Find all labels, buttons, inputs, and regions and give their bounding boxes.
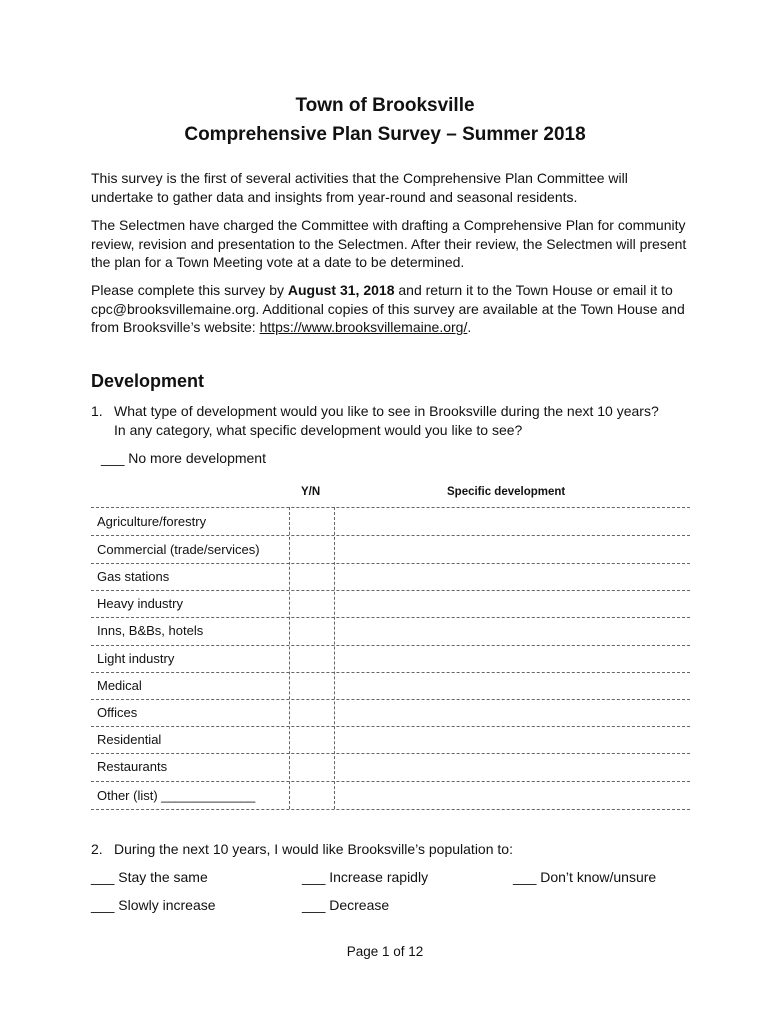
p3-period: . bbox=[467, 319, 472, 335]
specific-development-cell[interactable] bbox=[335, 673, 690, 699]
specific-development-cell[interactable] bbox=[335, 508, 690, 534]
table-row-label: Light industry bbox=[97, 651, 175, 666]
yn-cell[interactable] bbox=[290, 564, 334, 590]
question-2-text: During the next 10 years, I would like Brooksville’s population to: bbox=[114, 841, 513, 857]
website-link[interactable]: https://www.brooksvillemaine.org/ bbox=[259, 319, 468, 335]
option-increase-rapidly[interactable]: ___ Increase rapidly bbox=[302, 869, 429, 885]
yn-cell[interactable] bbox=[290, 536, 334, 562]
yn-cell[interactable] bbox=[290, 508, 334, 534]
table-row-label: Agriculture/forestry bbox=[97, 514, 207, 529]
specific-development-cell[interactable] bbox=[335, 700, 690, 726]
specific-development-cell[interactable] bbox=[335, 727, 690, 753]
yn-cell[interactable] bbox=[290, 646, 334, 672]
table-row-label: Heavy industry bbox=[97, 596, 183, 611]
section-heading-development: Development bbox=[91, 371, 205, 391]
table-row-label: Commercial (trade/services) bbox=[97, 542, 260, 557]
intro-paragraph-1: This survey is the first of several activities that the Comprehensive Plan Committee will undertake to gather data and insights from year-round and seasonal residents. bbox=[91, 170, 628, 205]
option-dont-know[interactable]: ___ Don’t know/unsure bbox=[513, 869, 657, 885]
yn-cell[interactable] bbox=[290, 700, 334, 726]
yn-cell[interactable] bbox=[290, 673, 334, 699]
yn-cell[interactable] bbox=[290, 782, 334, 808]
deadline-date: August 31, 2018 bbox=[287, 282, 395, 298]
intro-paragraph-2: The Selectmen have charged the Committee with drafting a Comprehensive Plan for community review, revision and presentation to the Selectmen. After their review, the Selectmen will present the plan for a Town Meeting vote at a date to be determined. bbox=[91, 217, 687, 270]
document-subtitle: Comprehensive Plan Survey – Summer 2018 bbox=[184, 124, 586, 145]
specific-development-cell[interactable] bbox=[335, 591, 690, 617]
question-1-text: What type of development would you like to see in Brooksville during the next 10 years? In any category, what specific development would you like to see? bbox=[114, 403, 659, 438]
table-row-label: Restaurants bbox=[97, 759, 168, 774]
table-row-label: Inns, B&Bs, hotels bbox=[97, 623, 204, 638]
question-2 bbox=[91, 840, 691, 860]
question-2-number: 2. bbox=[91, 841, 103, 857]
specific-development-cell[interactable] bbox=[335, 646, 690, 672]
yn-cell[interactable] bbox=[290, 618, 334, 644]
table-row-label: Offices bbox=[97, 705, 138, 720]
page-number: Page 1 of 12 bbox=[346, 944, 424, 959]
question-1 bbox=[91, 402, 691, 442]
table-row-label: Residential bbox=[97, 732, 162, 747]
yn-cell[interactable] bbox=[290, 591, 334, 617]
question-1-number: 1. bbox=[91, 403, 103, 419]
table-row-label: Other (list) _____________ bbox=[97, 788, 256, 803]
option-stay-the-same[interactable]: ___ Stay the same bbox=[91, 869, 208, 885]
option-slowly-increase[interactable]: ___ Slowly increase bbox=[91, 897, 216, 913]
option-decrease[interactable]: ___ Decrease bbox=[302, 897, 390, 913]
p3-text: Please complete this survey by bbox=[91, 282, 288, 298]
table-row-label: Gas stations bbox=[97, 569, 170, 584]
column-header-specific-development: Specific development bbox=[447, 486, 566, 498]
specific-development-cell[interactable] bbox=[335, 618, 690, 644]
specific-development-cell[interactable] bbox=[335, 782, 690, 808]
document-title: Town of Brooksville bbox=[295, 95, 475, 116]
table-rule bbox=[91, 809, 690, 810]
yn-cell[interactable] bbox=[290, 754, 334, 780]
table-row-label: Medical bbox=[97, 678, 142, 693]
p3-text-continued: and return it to the Town House or email it to cpc@brooksvillemaine.org. Additional copies of this survey are available at the Town House and from Brooksville’s website: bbox=[91, 282, 685, 335]
intro-paragraph-3 bbox=[91, 281, 691, 337]
yn-cell[interactable] bbox=[290, 727, 334, 753]
specific-development-cell[interactable] bbox=[335, 536, 690, 562]
column-header-yn: Y/N bbox=[301, 486, 321, 498]
specific-development-cell[interactable] bbox=[335, 564, 690, 590]
no-more-development-option[interactable]: ___ No more development bbox=[101, 450, 266, 466]
specific-development-cell[interactable] bbox=[335, 754, 690, 780]
